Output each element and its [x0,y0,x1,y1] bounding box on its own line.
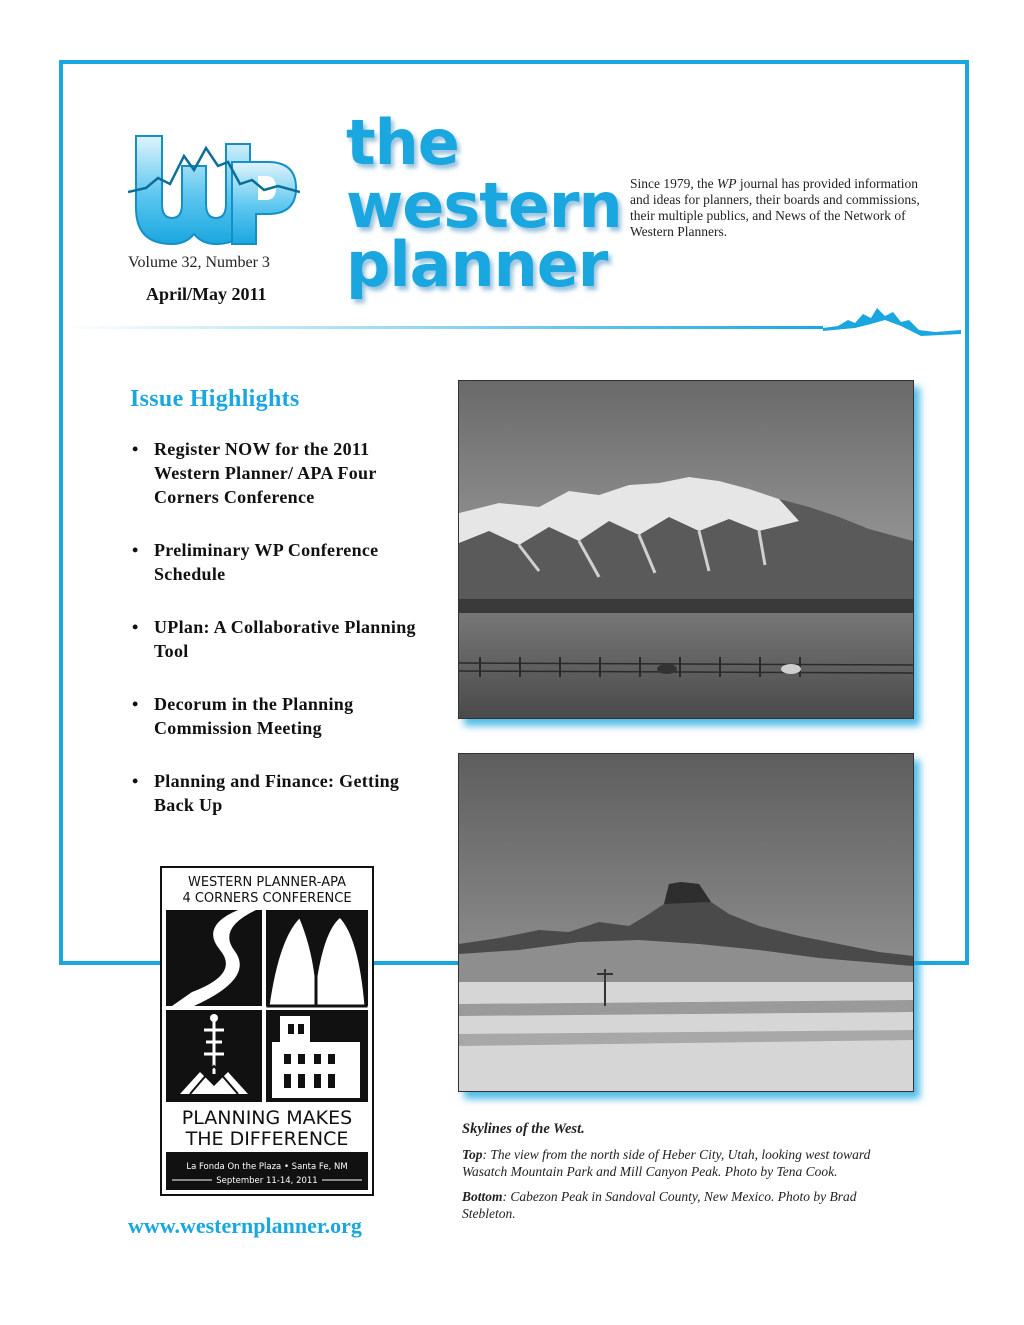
highlight-item: • Decorum in the Planning Commission Meeting [130,692,430,740]
caption-bottom: Bottom: Cabezon Peak in Sandoval County, New Mexico. Photo by Brad Stebleton. [462,1189,857,1221]
conference-slogan-line-1: PLANNING MAKES [181,1107,353,1129]
conference-logo-line-2: 4 CORNERS CONFERENCE [182,891,352,906]
highlight-item: • UPlan: A Collaborative Planning Tool [130,615,430,663]
caption-top: Top: The view from the north side of Heber City, Utah, looking west toward Wasatch Mountain Park and Mill Canyon Peak. Photo by Tena Cook. [462,1147,871,1179]
issue-highlights-heading: Issue Highlights [130,386,300,412]
conference-logo-line-1: WESTERN PLANNER-APA [187,875,347,890]
masthead-title-line-2: western [346,169,622,242]
journal-tagline: Since 1979, the WP journal has provided information and ideas for planners, their boards and commissions, their multiple publics, and News of the Network of Western Planners. [630,176,920,239]
photo-wasatch-mountains [458,380,914,719]
volume-number: Volume 32, Number 3 [128,254,270,271]
conference-venue: La Fonda On the Plaza • Santa Fe, NM [186,1162,348,1172]
highlight-item: • Register NOW for the 2011 Western Planner/ APA Four Corners Conference [130,437,430,509]
conference-logo [160,866,374,1196]
website-link[interactable]: www.westernplanner.org [128,1213,362,1238]
highlights-list [130,437,430,846]
photo-cabezon-peak [458,753,914,1092]
highlight-item: • Planning and Finance: Getting Back Up [130,769,430,817]
skyline-divider [63,306,961,348]
photo-caption [462,1121,912,1230]
caption-title: Skylines of the West. [462,1121,585,1137]
issue-date: April/May 2011 [146,284,267,304]
conference-dates: September 11-14, 2011 [216,1176,318,1186]
wp-logo [128,126,300,248]
conference-slogan-line-2: THE DIFFERENCE [185,1128,349,1150]
masthead-title-line-1: the [346,106,459,179]
masthead-title-line-3: planner [346,228,608,301]
highlight-item: • Preliminary WP Conference Schedule [130,538,430,586]
